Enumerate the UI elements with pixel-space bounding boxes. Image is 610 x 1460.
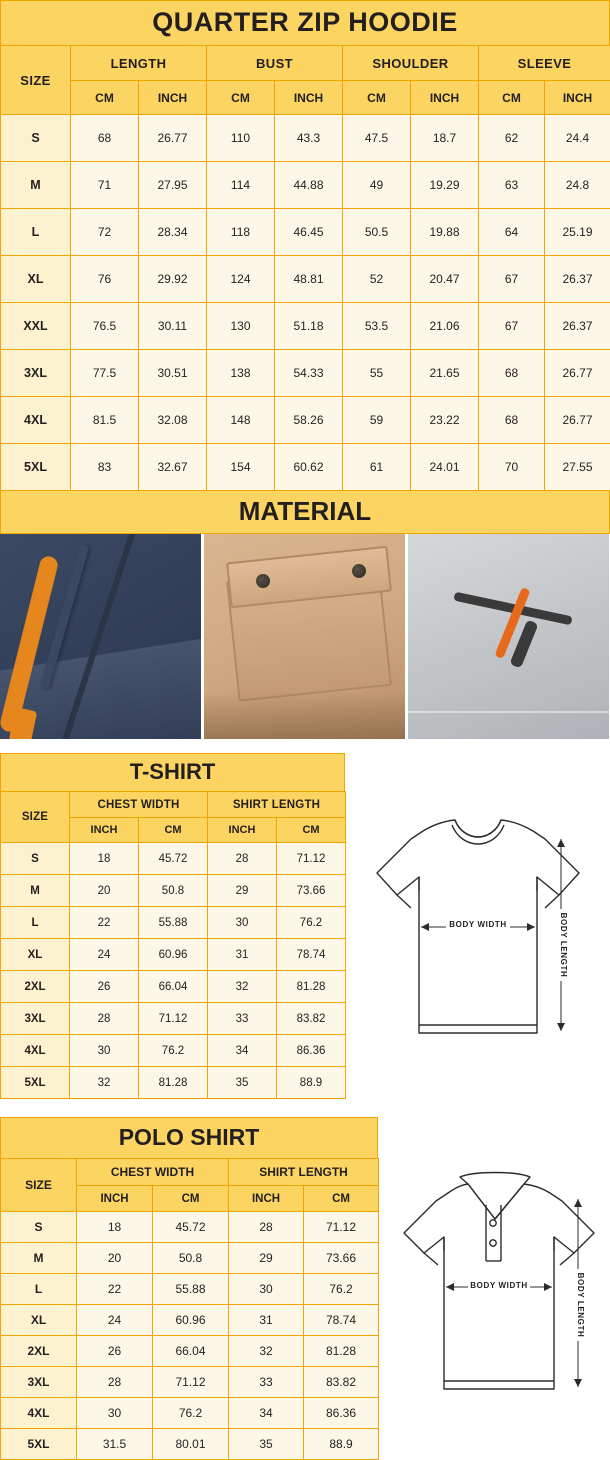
tshirt-cell-7-0: 32 xyxy=(70,1067,139,1099)
tshirt-unit-1: CM xyxy=(139,818,208,843)
hoodie-cell-2-6: 64 xyxy=(479,209,545,256)
polo-cell-7-0: 31.5 xyxy=(77,1429,153,1460)
polo-unit-3: CM xyxy=(304,1186,379,1212)
polo-size-1: M xyxy=(1,1243,77,1274)
table-row xyxy=(1,843,346,875)
hoodie-cell-6-6: 68 xyxy=(479,397,545,444)
polo-cell-5-3: 83.82 xyxy=(304,1367,379,1398)
hoodie-cell-3-5: 20.47 xyxy=(411,256,479,303)
tshirt-cell-2-3: 76.2 xyxy=(277,907,346,939)
tshirt-diagram xyxy=(345,753,610,1062)
table-row xyxy=(1,939,346,971)
hoodie-cell-2-2: 118 xyxy=(207,209,275,256)
hoodie-cell-0-5: 18.7 xyxy=(411,115,479,162)
hoodie-cell-1-2: 114 xyxy=(207,162,275,209)
hoodie-cell-0-2: 110 xyxy=(207,115,275,162)
tshirt-cell-6-2: 34 xyxy=(208,1035,277,1067)
table-row xyxy=(1,1243,379,1274)
tshirt-size-3: XL xyxy=(1,939,70,971)
hoodie-unit-2: CM xyxy=(207,81,275,115)
hoodie-size-2: L xyxy=(1,209,71,256)
hoodie-cell-4-4: 53.5 xyxy=(343,303,411,350)
hoodie-size-7: 5XL xyxy=(1,444,71,491)
polo-size-6: 4XL xyxy=(1,1398,77,1429)
tshirt-header-length: SHIRT LENGTH xyxy=(208,792,346,818)
tshirt-body-length-label: BODY LENGTH xyxy=(559,913,568,978)
tshirt-cell-7-3: 88.9 xyxy=(277,1067,346,1099)
tshirt-cell-1-2: 29 xyxy=(208,875,277,907)
hoodie-cell-0-0: 68 xyxy=(71,115,139,162)
hoodie-cell-1-0: 71 xyxy=(71,162,139,209)
table-row xyxy=(1,875,346,907)
hoodie-unit-0: CM xyxy=(71,81,139,115)
hoodie-cell-3-3: 48.81 xyxy=(275,256,343,303)
hoodie-header-sleeve: SLEEVE xyxy=(479,46,610,81)
tshirt-cell-4-2: 32 xyxy=(208,971,277,1003)
polo-unit-1: CM xyxy=(153,1186,229,1212)
tshirt-size-6: 4XL xyxy=(1,1035,70,1067)
tshirt-unit-2: INCH xyxy=(208,818,277,843)
polo-diagram xyxy=(378,1117,610,1417)
table-row xyxy=(1,209,610,256)
tshirt-unit-0: INCH xyxy=(70,818,139,843)
material-title: MATERIAL xyxy=(0,491,610,534)
polo-cell-7-2: 35 xyxy=(229,1429,304,1460)
table-row xyxy=(1,1035,346,1067)
hoodie-cell-7-7: 27.55 xyxy=(545,444,610,491)
hoodie-cell-3-4: 52 xyxy=(343,256,411,303)
hoodie-size-4: XXL xyxy=(1,303,71,350)
hoodie-cell-4-1: 30.11 xyxy=(139,303,207,350)
hoodie-unit-6: CM xyxy=(479,81,545,115)
polo-cell-4-1: 66.04 xyxy=(153,1336,229,1367)
tshirt-outline-svg xyxy=(351,787,607,1057)
hoodie-cell-2-7: 25.19 xyxy=(545,209,610,256)
table-row xyxy=(1,350,610,397)
hoodie-cell-7-2: 154 xyxy=(207,444,275,491)
tshirt-cell-7-1: 81.28 xyxy=(139,1067,208,1099)
tshirt-cell-1-1: 50.8 xyxy=(139,875,208,907)
polo-cell-6-1: 76.2 xyxy=(153,1398,229,1429)
tshirt-size-7: 5XL xyxy=(1,1067,70,1099)
hoodie-cell-7-1: 32.67 xyxy=(139,444,207,491)
tshirt-cell-2-1: 55.88 xyxy=(139,907,208,939)
table-row xyxy=(1,1336,379,1367)
tshirt-size-1: M xyxy=(1,875,70,907)
tshirt-header-size: SIZE xyxy=(1,792,70,843)
hoodie-size-5: 3XL xyxy=(1,350,71,397)
hoodie-cell-2-0: 72 xyxy=(71,209,139,256)
hoodie-cell-6-1: 32.08 xyxy=(139,397,207,444)
hoodie-cell-5-7: 26.77 xyxy=(545,350,610,397)
hoodie-cell-6-3: 58.26 xyxy=(275,397,343,444)
polo-cell-1-1: 50.8 xyxy=(153,1243,229,1274)
tshirt-size-2: L xyxy=(1,907,70,939)
tshirt-header-row xyxy=(1,792,346,818)
hoodie-header-shoulder: SHOULDER xyxy=(343,46,479,81)
polo-cell-6-2: 34 xyxy=(229,1398,304,1429)
polo-cell-5-1: 71.12 xyxy=(153,1367,229,1398)
tshirt-cell-5-3: 83.82 xyxy=(277,1003,346,1035)
hoodie-cell-1-6: 63 xyxy=(479,162,545,209)
hoodie-cell-4-6: 67 xyxy=(479,303,545,350)
polo-size-4: 2XL xyxy=(1,1336,77,1367)
polo-cell-3-0: 24 xyxy=(77,1305,153,1336)
polo-cell-6-3: 86.36 xyxy=(304,1398,379,1429)
polo-header-length: SHIRT LENGTH xyxy=(229,1159,379,1186)
table-row xyxy=(1,1003,346,1035)
hoodie-cell-4-0: 76.5 xyxy=(71,303,139,350)
tshirt-cell-4-0: 26 xyxy=(70,971,139,1003)
polo-cell-0-2: 28 xyxy=(229,1212,304,1243)
hoodie-cell-4-7: 26.37 xyxy=(545,303,610,350)
polo-cell-2-3: 76.2 xyxy=(304,1274,379,1305)
polo-cell-0-0: 18 xyxy=(77,1212,153,1243)
polo-cell-3-2: 31 xyxy=(229,1305,304,1336)
tshirt-cell-6-0: 30 xyxy=(70,1035,139,1067)
tshirt-size-table xyxy=(0,791,346,1099)
polo-unit-0: INCH xyxy=(77,1186,153,1212)
hoodie-cell-7-4: 61 xyxy=(343,444,411,491)
tshirt-cell-7-2: 35 xyxy=(208,1067,277,1099)
polo-cell-4-3: 81.28 xyxy=(304,1336,379,1367)
tshirt-unit-3: CM xyxy=(277,818,346,843)
hoodie-size-1: M xyxy=(1,162,71,209)
hoodie-cell-1-5: 19.29 xyxy=(411,162,479,209)
polo-section xyxy=(0,1117,610,1460)
polo-cell-2-2: 30 xyxy=(229,1274,304,1305)
tshirt-title: T-SHIRT xyxy=(0,753,345,791)
tshirt-header-chest: CHEST WIDTH xyxy=(70,792,208,818)
hoodie-cell-6-4: 59 xyxy=(343,397,411,444)
hoodie-cell-3-0: 76 xyxy=(71,256,139,303)
tshirt-cell-3-2: 31 xyxy=(208,939,277,971)
table-row xyxy=(1,162,610,209)
hoodie-cell-3-7: 26.37 xyxy=(545,256,610,303)
polo-size-5: 3XL xyxy=(1,1367,77,1398)
polo-size-table xyxy=(0,1158,379,1460)
table-row xyxy=(1,397,610,444)
polo-cell-1-3: 73.66 xyxy=(304,1243,379,1274)
polo-title: POLO SHIRT xyxy=(0,1117,378,1158)
tshirt-cell-1-3: 73.66 xyxy=(277,875,346,907)
hoodie-cell-7-6: 70 xyxy=(479,444,545,491)
hoodie-cell-3-6: 67 xyxy=(479,256,545,303)
hoodie-cell-0-7: 24.4 xyxy=(545,115,610,162)
tshirt-cell-4-3: 81.28 xyxy=(277,971,346,1003)
tshirt-cell-0-0: 18 xyxy=(70,843,139,875)
polo-cell-2-0: 22 xyxy=(77,1274,153,1305)
hoodie-size-table xyxy=(0,45,610,491)
polo-size-2: L xyxy=(1,1274,77,1305)
table-row xyxy=(1,1067,346,1099)
hoodie-cell-6-2: 148 xyxy=(207,397,275,444)
hoodie-cell-6-5: 23.22 xyxy=(411,397,479,444)
hoodie-unit-row xyxy=(1,81,610,115)
hoodie-cell-1-7: 24.8 xyxy=(545,162,610,209)
hoodie-cell-5-5: 21.65 xyxy=(411,350,479,397)
table-row xyxy=(1,303,610,350)
tshirt-cell-0-1: 45.72 xyxy=(139,843,208,875)
tshirt-cell-5-0: 28 xyxy=(70,1003,139,1035)
polo-size-3: XL xyxy=(1,1305,77,1336)
hoodie-unit-7: INCH xyxy=(545,81,610,115)
table-row xyxy=(1,1398,379,1429)
polo-cell-1-2: 29 xyxy=(229,1243,304,1274)
hoodie-cell-6-7: 26.77 xyxy=(545,397,610,444)
polo-cell-3-3: 78.74 xyxy=(304,1305,379,1336)
hoodie-cell-2-3: 46.45 xyxy=(275,209,343,256)
hoodie-cell-7-0: 83 xyxy=(71,444,139,491)
hoodie-cell-7-3: 60.62 xyxy=(275,444,343,491)
table-row xyxy=(1,115,610,162)
table-row xyxy=(1,1274,379,1305)
tshirt-body-width-label: BODY WIDTH xyxy=(449,920,506,929)
polo-size-0: S xyxy=(1,1212,77,1243)
hoodie-cell-1-3: 44.88 xyxy=(275,162,343,209)
polo-size-7: 5XL xyxy=(1,1429,77,1460)
polo-cell-4-2: 32 xyxy=(229,1336,304,1367)
tshirt-cell-2-0: 22 xyxy=(70,907,139,939)
tshirt-cell-3-0: 24 xyxy=(70,939,139,971)
polo-cell-5-0: 28 xyxy=(77,1367,153,1398)
hoodie-header-size: SIZE xyxy=(1,46,71,115)
hoodie-cell-5-3: 54.33 xyxy=(275,350,343,397)
grey-zip-pocket-photo xyxy=(408,534,609,739)
tan-cargo-pocket-photo xyxy=(204,534,405,739)
hoodie-header-length: LENGTH xyxy=(71,46,207,81)
hoodie-cell-2-1: 28.34 xyxy=(139,209,207,256)
hoodie-size-6: 4XL xyxy=(1,397,71,444)
table-row xyxy=(1,1367,379,1398)
tshirt-cell-5-1: 71.12 xyxy=(139,1003,208,1035)
hoodie-header-bust: BUST xyxy=(207,46,343,81)
polo-outline-svg xyxy=(382,1157,608,1412)
tshirt-cell-6-3: 86.36 xyxy=(277,1035,346,1067)
hoodie-cell-6-0: 81.5 xyxy=(71,397,139,444)
hoodie-cell-5-6: 68 xyxy=(479,350,545,397)
hoodie-unit-4: CM xyxy=(343,81,411,115)
polo-unit-2: INCH xyxy=(229,1186,304,1212)
polo-cell-4-0: 26 xyxy=(77,1336,153,1367)
polo-cell-7-1: 80.01 xyxy=(153,1429,229,1460)
hoodie-unit-5: INCH xyxy=(411,81,479,115)
table-row xyxy=(1,1212,379,1243)
polo-cell-3-1: 60.96 xyxy=(153,1305,229,1336)
polo-cell-0-3: 71.12 xyxy=(304,1212,379,1243)
polo-cell-6-0: 30 xyxy=(77,1398,153,1429)
hoodie-cell-7-5: 24.01 xyxy=(411,444,479,491)
table-row xyxy=(1,907,346,939)
polo-cell-7-3: 88.9 xyxy=(304,1429,379,1460)
tshirt-size-0: S xyxy=(1,843,70,875)
tshirt-cell-2-2: 30 xyxy=(208,907,277,939)
tshirt-cell-1-0: 20 xyxy=(70,875,139,907)
hoodie-title: QUARTER ZIP HOODIE xyxy=(0,0,610,45)
polo-header-row xyxy=(1,1159,379,1186)
table-row xyxy=(1,971,346,1003)
hoodie-cell-1-1: 27.95 xyxy=(139,162,207,209)
hoodie-cell-5-2: 138 xyxy=(207,350,275,397)
hoodie-cell-0-6: 62 xyxy=(479,115,545,162)
material-photo-strip xyxy=(0,534,610,739)
tshirt-cell-5-2: 33 xyxy=(208,1003,277,1035)
table-row xyxy=(1,444,610,491)
hoodie-unit-1: INCH xyxy=(139,81,207,115)
hoodie-cell-4-5: 21.06 xyxy=(411,303,479,350)
tshirt-cell-6-1: 76.2 xyxy=(139,1035,208,1067)
hoodie-cell-4-3: 51.18 xyxy=(275,303,343,350)
tshirt-cell-3-3: 78.74 xyxy=(277,939,346,971)
polo-header-size: SIZE xyxy=(1,1159,77,1212)
tshirt-size-5: 3XL xyxy=(1,1003,70,1035)
hoodie-size-3: XL xyxy=(1,256,71,303)
hoodie-cell-2-4: 50.5 xyxy=(343,209,411,256)
hoodie-cell-3-1: 29.92 xyxy=(139,256,207,303)
hoodie-cell-5-4: 55 xyxy=(343,350,411,397)
hoodie-cell-5-1: 30.51 xyxy=(139,350,207,397)
table-row xyxy=(1,1305,379,1336)
polo-cell-0-1: 45.72 xyxy=(153,1212,229,1243)
hoodie-cell-0-1: 26.77 xyxy=(139,115,207,162)
polo-body-width-label: BODY WIDTH xyxy=(470,1281,527,1290)
tshirt-cell-3-1: 60.96 xyxy=(139,939,208,971)
tshirt-section xyxy=(0,753,610,1099)
table-row xyxy=(1,1429,379,1460)
hoodie-cell-4-2: 130 xyxy=(207,303,275,350)
tshirt-cell-0-2: 28 xyxy=(208,843,277,875)
hoodie-unit-3: INCH xyxy=(275,81,343,115)
hoodie-cell-1-4: 49 xyxy=(343,162,411,209)
polo-header-chest: CHEST WIDTH xyxy=(77,1159,229,1186)
tshirt-cell-0-3: 71.12 xyxy=(277,843,346,875)
hoodie-cell-2-5: 19.88 xyxy=(411,209,479,256)
tshirt-size-4: 2XL xyxy=(1,971,70,1003)
hoodie-cell-0-4: 47.5 xyxy=(343,115,411,162)
hoodie-cell-3-2: 124 xyxy=(207,256,275,303)
table-row xyxy=(1,256,610,303)
hoodie-size-0: S xyxy=(1,115,71,162)
tshirt-cell-4-1: 66.04 xyxy=(139,971,208,1003)
hoodie-cell-5-0: 77.5 xyxy=(71,350,139,397)
polo-cell-2-1: 55.88 xyxy=(153,1274,229,1305)
polo-cell-5-2: 33 xyxy=(229,1367,304,1398)
polo-cell-1-0: 20 xyxy=(77,1243,153,1274)
hoodie-header-row xyxy=(1,46,610,81)
hoodie-cell-0-3: 43.3 xyxy=(275,115,343,162)
hoodie-section xyxy=(0,0,610,491)
navy-fleece-drawstring-photo xyxy=(0,534,201,739)
polo-body-length-label: BODY LENGTH xyxy=(576,1273,585,1338)
